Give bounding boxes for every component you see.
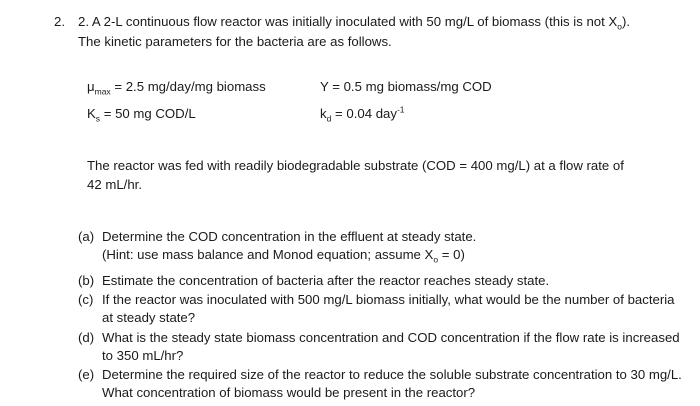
part-d (78, 329, 688, 365)
part-b-question: Estimate the concentration of bacteria after the reactor reaches steady state. (102, 273, 550, 288)
intro-text-end: ). (621, 14, 631, 29)
part-letter: (a) (78, 229, 95, 244)
part-a-hint: (Hint: use mass balance and Monod equation; assume $X_o = 0$) (102, 247, 465, 265)
part-letter: (d) (78, 330, 95, 345)
part-e (78, 366, 688, 402)
part-b (78, 272, 688, 290)
part-letter: (b) (78, 273, 95, 288)
part-c-question: If the reactor was inoculated with 500 mg/L biomass initially, what would be the number of bacteria at steady state? (102, 292, 675, 325)
param-mu-max: $\mu_{max} = 2.5$ mg/day/mg biomass (87, 79, 266, 97)
intro-text: 2. A 2-L continuous flow reactor was initially inoculated with 50 mg/L of biomass (this is not X (78, 14, 618, 29)
part-a (78, 228, 688, 264)
param-yield: Y = 0.5 mg biomass/mg COD (320, 79, 492, 94)
part-c (78, 291, 688, 327)
part-d-question: What is the steady state biomass concentration and COD concentration if the flow rate is increased to 350 mL/hr? (102, 330, 680, 363)
part-letter: (c) (78, 292, 94, 307)
part-a-question: Determine the COD concentration in the effluent at steady state. (102, 229, 477, 244)
part-letter: (e) (78, 367, 95, 382)
param-kd: $k_d = 0.04$ day$^{-1}$ (320, 104, 405, 124)
intro-x-subscript: o (617, 21, 622, 32)
feed-line1: The reactor was fed with readily biodegradable substrate (COD = 400 mg/L) at a flow rate of (87, 158, 624, 173)
param-ks: $K_s = 50$ mg COD/L (87, 106, 196, 124)
problem-number: 2. (54, 14, 65, 29)
problem-intro-line1 (78, 13, 630, 31)
problem-intro-line2: The kinetic parameters for the bacteria are as follows. (78, 34, 392, 49)
part-e-question: Determine the required size of the reactor to reduce the soluble substrate concentration to 30 mg/L. What concentration of biomass would be present in the reactor? (102, 367, 682, 400)
feed-line2: 42 mL/hr. (87, 177, 142, 192)
